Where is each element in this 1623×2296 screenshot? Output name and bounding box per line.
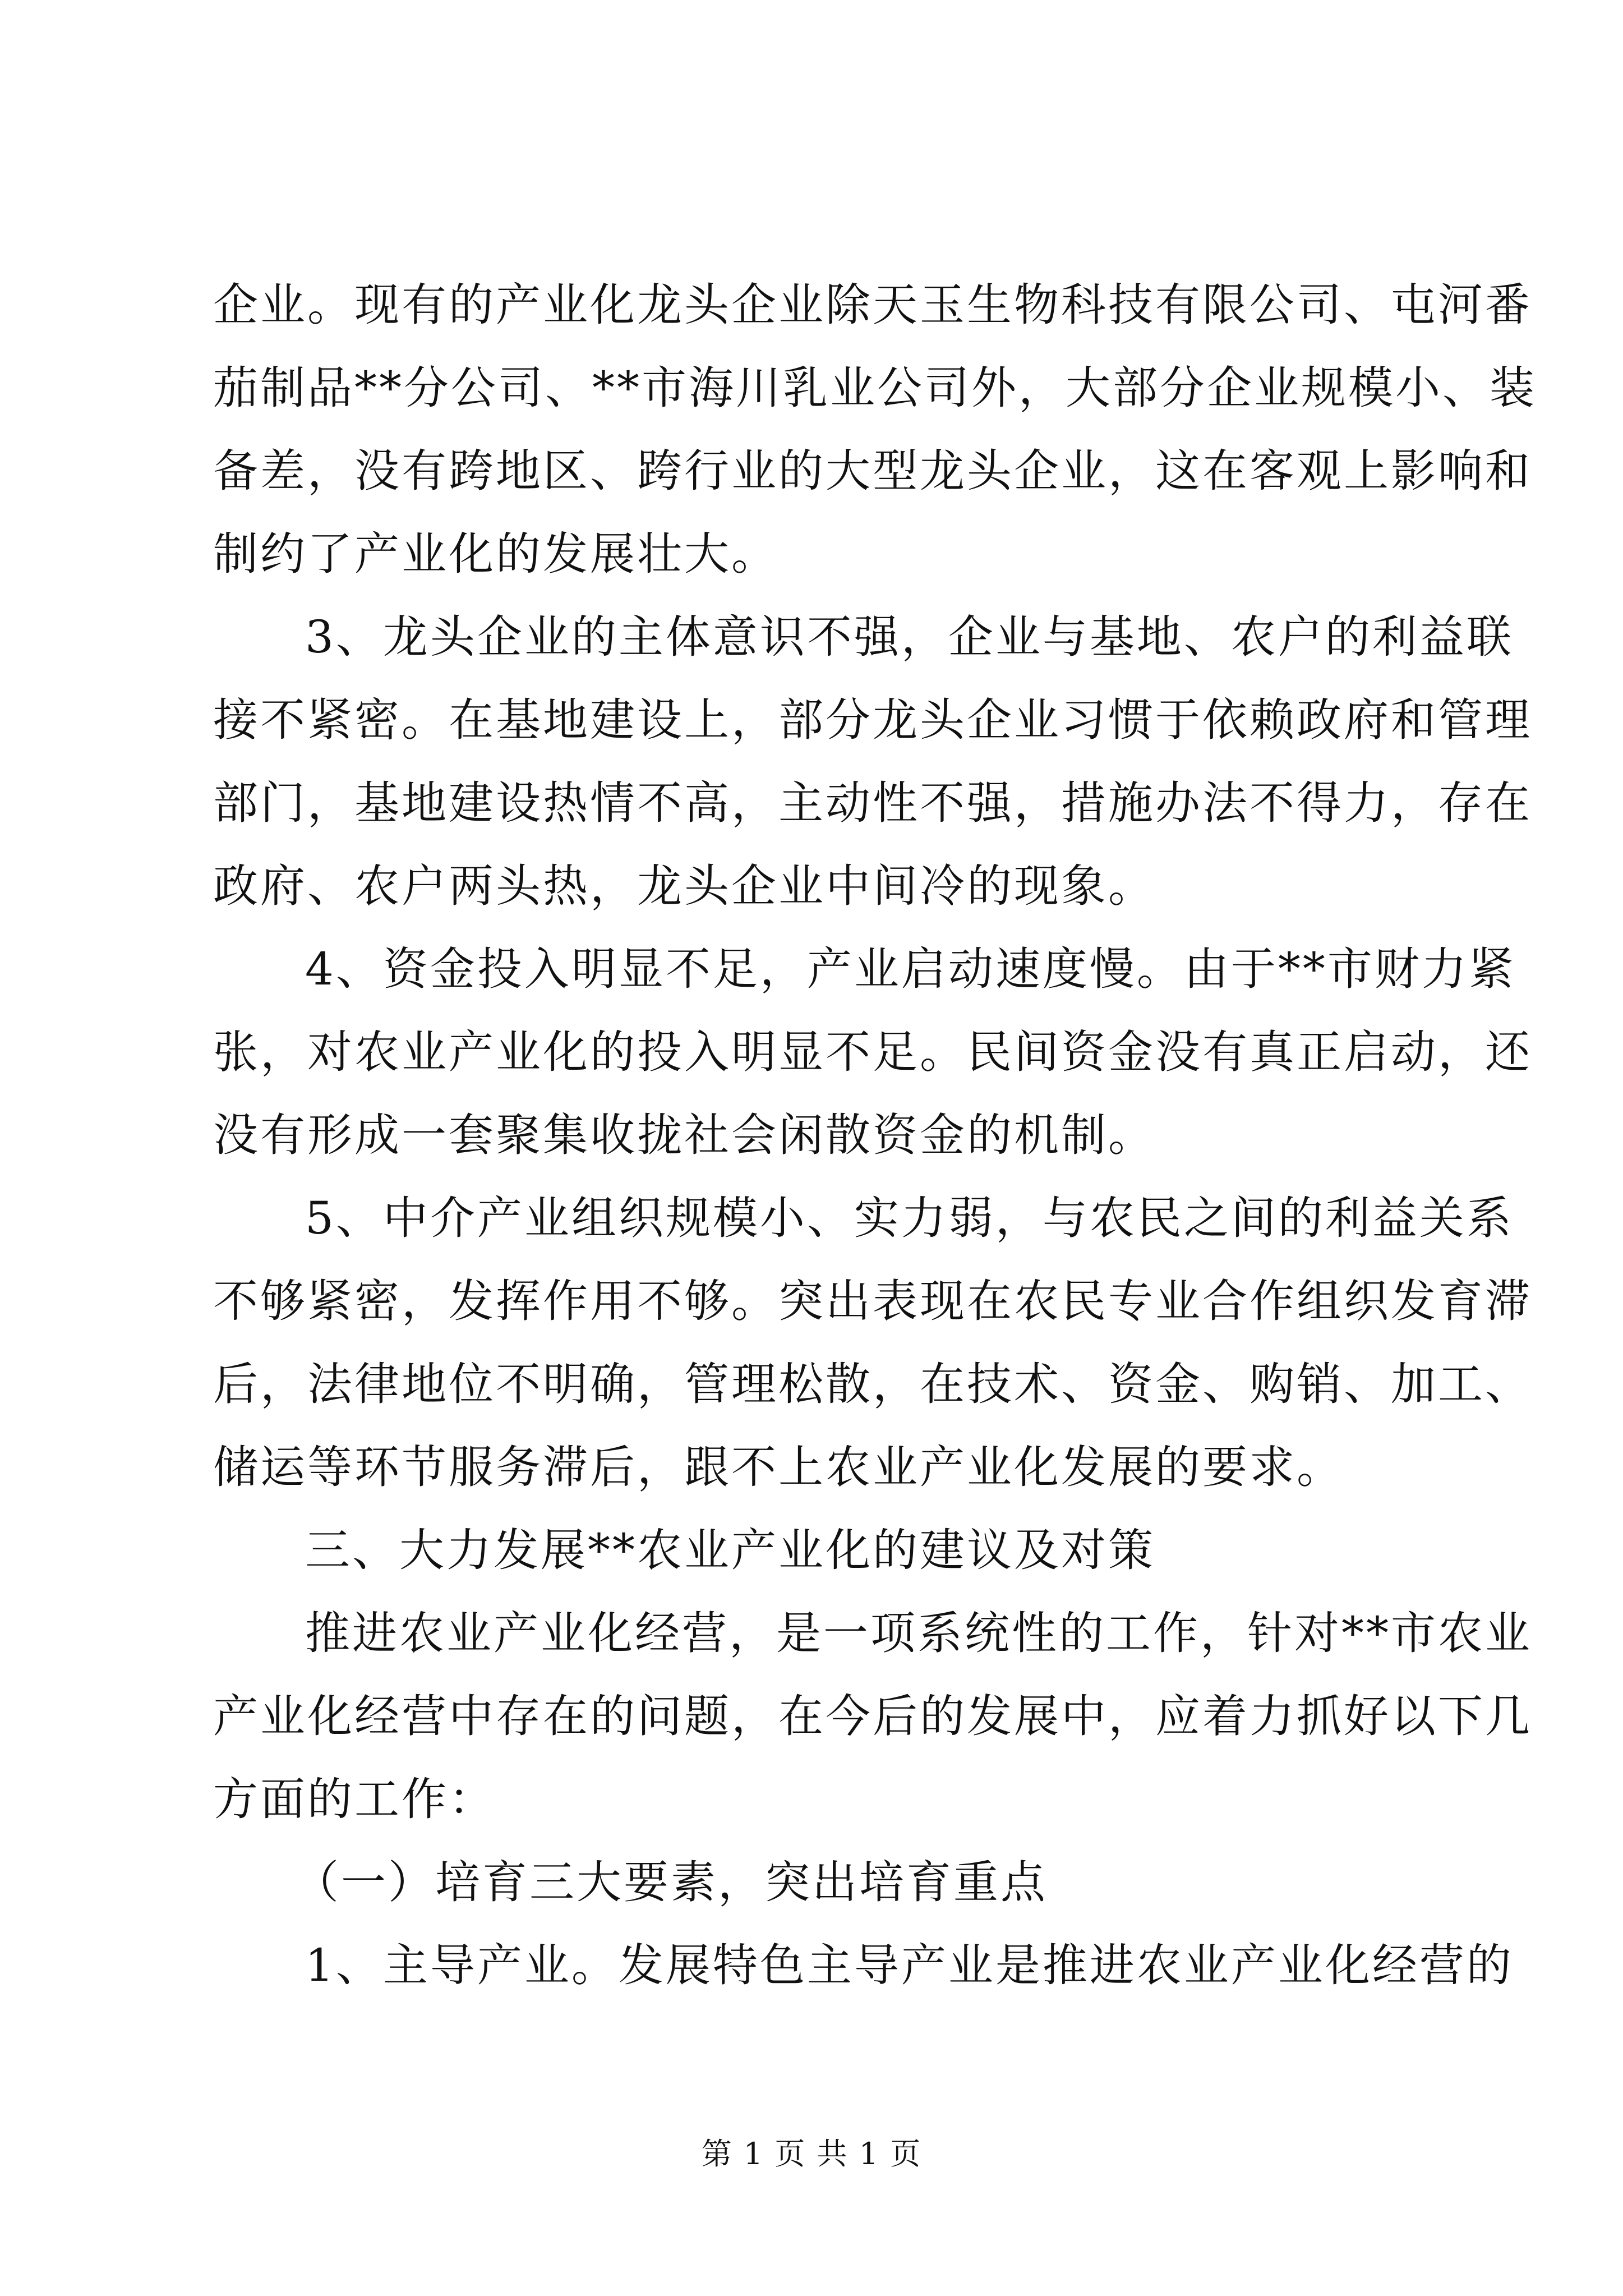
text-line: 后，法律地位不明确，管理松散，在技术、资金、购销、加工、 (213, 1358, 1532, 1410)
text-line: 政府、农户两头热，龙头企业中间冷的现象。 (213, 860, 1155, 912)
text-line: 产业化经营中存在的问题，在今后的发展中，应着力抓好以下几 (213, 1690, 1532, 1742)
text-line: 没有形成一套聚集收拢社会闲散资金的机制。 (213, 1109, 1155, 1161)
text-line: 张，对农业产业化的投入明显不足。民间资金没有真正启动，还 (213, 1026, 1532, 1078)
text-line: 部门，基地建设热情不高，主动性不强，措施办法不得力，存在 (213, 777, 1532, 829)
paragraph-start-line: 5、中介产业组织规模小、实力弱，与农民之间的利益关系 (305, 1192, 1514, 1244)
paragraph-start-line: 1、主导产业。发展特色主导产业是推进农业产业化经营的 (305, 1939, 1514, 1991)
section-heading: 三、大力发展**农业产业化的建议及对策 (305, 1524, 1155, 1576)
paragraph-start-line: 4、资金投入明显不足，产业启动速度慢。由于**市财力紧 (305, 943, 1516, 995)
page-footer: 第 1 页 共 1 页 (701, 2136, 922, 2171)
paragraph-start-line: 3、龙头企业的主体意识不强，企业与基地、农户的利益联 (305, 611, 1514, 663)
text-line: 不够紧密，发挥作用不够。突出表现在农民专业合作组织发育滞 (213, 1275, 1532, 1327)
document-body (213, 264, 1537, 2007)
text-line: 方面的工作： (213, 1773, 496, 1825)
subsection-heading: （一）培育三大要素，突出培育重点 (294, 1856, 1048, 1908)
text-line: 接不紧密。在基地建设上，部分龙头企业习惯于依赖政府和管理 (213, 694, 1532, 746)
paragraph-start-line: 推进农业产业化经营，是一项系统性的工作，针对**市农业 (305, 1607, 1532, 1659)
text-line: 茄制品**分公司、**市海川乳业公司外，大部分企业规模小、装 (213, 362, 1537, 414)
text-line: 储运等环节服务滞后，跟不上农业产业化发展的要求。 (213, 1441, 1344, 1493)
text-line: 备差，没有跨地区、跨行业的大型龙头企业，这在客观上影响和 (213, 445, 1532, 497)
text-line: 制约了产业化的发展壮大。 (213, 528, 778, 580)
text-line: 企业。现有的产业化龙头企业除天玉生物科技有限公司、屯河番 (213, 279, 1532, 331)
